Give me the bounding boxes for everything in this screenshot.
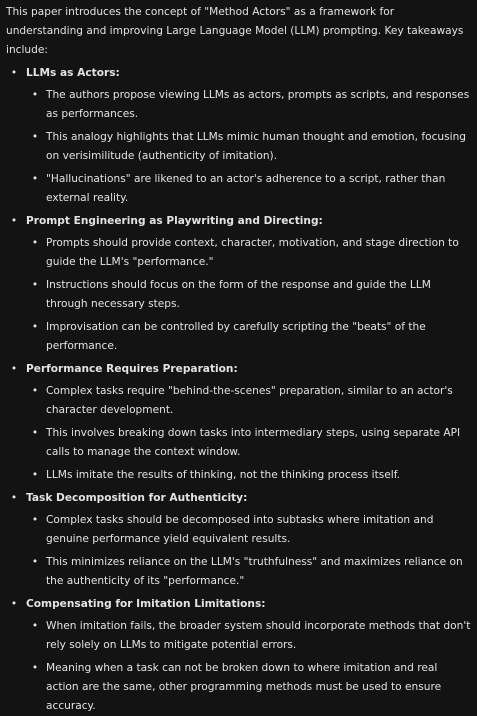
bullet-icon: • xyxy=(10,67,18,79)
list-item-text: This analogy highlights that LLMs mimic human thought and emotion, focusing on verisimilitude (authenticity of imitation). xyxy=(46,131,467,162)
list-item-text: When imitation fails, the broader system should incorporate methods that don't rely solely on LLMs to mitigate potential errors. xyxy=(46,620,471,651)
takeaways-list xyxy=(6,64,471,716)
bullet-icon: • xyxy=(31,89,39,101)
section-heading: Prompt Engineering as Playwriting and Directing: xyxy=(26,215,323,227)
list-item-text: Improvisation can be controlled by carefully scripting the "beats" of the performance. xyxy=(46,321,426,352)
list-item xyxy=(26,318,471,356)
section-item xyxy=(6,212,471,356)
list-item-text: Complex tasks should be decomposed into subtasks where imitation and genuine performance yield equivalent results. xyxy=(46,514,434,545)
list-item xyxy=(26,466,471,485)
bullet-icon: • xyxy=(10,363,18,375)
list-item-text: This involves breaking down tasks into intermediary steps, using separate API calls to manage the context window. xyxy=(46,427,461,458)
bullet-icon: • xyxy=(31,514,39,526)
list-item xyxy=(26,86,471,124)
section-item xyxy=(6,64,471,208)
section-heading: Task Decomposition for Authenticity: xyxy=(26,492,248,504)
list-item xyxy=(26,128,471,166)
list-item xyxy=(26,617,471,655)
list-item xyxy=(26,553,471,591)
bullet-icon: • xyxy=(31,173,39,185)
bullet-icon: • xyxy=(10,598,18,610)
section-points-list xyxy=(26,234,471,356)
section-heading: Compensating for Imitation Limitations: xyxy=(26,598,266,610)
section-heading: Performance Requires Preparation: xyxy=(26,363,238,375)
bullet-icon: • xyxy=(10,215,18,227)
list-item-text: The authors propose viewing LLMs as actors, prompts as scripts, and responses as performances. xyxy=(46,89,470,120)
list-item xyxy=(26,659,471,716)
section-item xyxy=(6,489,471,591)
bullet-icon: • xyxy=(31,556,39,568)
list-item xyxy=(26,234,471,272)
intro-paragraph: This paper introduces the concept of "Method Actors" as a framework for understanding and improving Large Language Model (LLM) prompting. Key takeaways include: xyxy=(6,6,464,56)
section-item xyxy=(6,360,471,485)
bullet-icon: • xyxy=(31,385,39,397)
list-item xyxy=(26,382,471,420)
list-item xyxy=(26,276,471,314)
bullet-icon: • xyxy=(31,427,39,439)
list-item-text: LLMs imitate the results of thinking, not the thinking process itself. xyxy=(46,469,401,481)
section-points-list xyxy=(26,86,471,208)
list-item-text: Complex tasks require "behind-the-scenes" preparation, similar to an actor's character development. xyxy=(46,385,453,416)
bullet-icon: • xyxy=(31,662,39,674)
list-item xyxy=(26,170,471,208)
list-item-text: This minimizes reliance on the LLM's "truthfulness" and maximizes reliance on the authenticity of its "performance." xyxy=(46,556,463,587)
section-points-list xyxy=(26,511,471,591)
list-item-text: Meaning when a task can not be broken down to where imitation and real action are the same, other programming methods must be used to ensure accuracy. xyxy=(46,662,442,712)
bullet-icon: • xyxy=(31,237,39,249)
section-item xyxy=(6,595,471,716)
list-item-text: Prompts should provide context, character, motivation, and stage direction to guide the LLM's "performance." xyxy=(46,237,459,268)
bullet-icon: • xyxy=(31,279,39,291)
list-item-text: "Hallucinations" are likened to an actor's adherence to a script, rather than external reality. xyxy=(46,173,446,204)
section-points-list xyxy=(26,617,471,716)
bullet-icon: • xyxy=(31,131,39,143)
list-item xyxy=(26,424,471,462)
bullet-icon: • xyxy=(31,321,39,333)
list-item-text: Instructions should focus on the form of the response and guide the LLM through necessary steps. xyxy=(46,279,431,310)
section-heading: LLMs as Actors: xyxy=(26,67,120,79)
bullet-icon: • xyxy=(31,469,39,481)
section-points-list xyxy=(26,382,471,485)
bullet-icon: • xyxy=(10,492,18,504)
bullet-icon: • xyxy=(31,620,39,632)
list-item xyxy=(26,511,471,549)
